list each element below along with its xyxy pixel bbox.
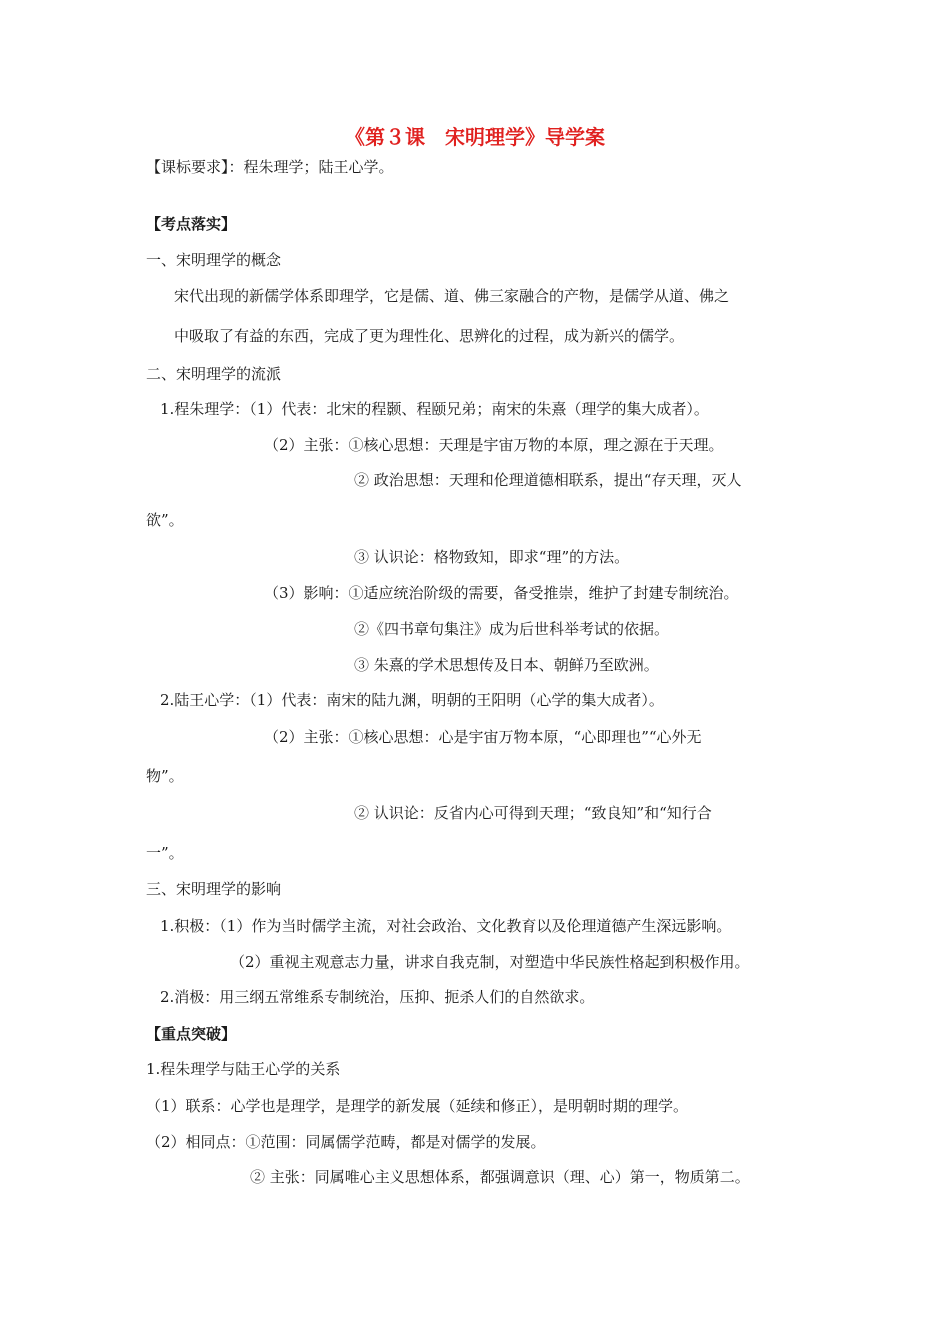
chengzhu-influence-1: （3）影响：①适应统治阶级的需要，备受推崇，维护了封建专制统治。 [264,584,739,602]
luwang-epistemology: ② 认识论：反省内心可得到天理；“致良知”和“知行合 [354,804,712,822]
section-one-paragraph-line-1: 宋代出现的新儒学体系即理学，它是儒、道、佛三家融合的产物，是儒学从道、佛之 [174,287,730,305]
luwang-representatives: 2.陆王心学：（1）代表：南宋的陆九渊，明朝的王阳明（心学的集大成者）。 [160,691,664,709]
document-title: 《第３课 宋明理学》导学案 [345,125,605,149]
section-one-paragraph-line-2: 中吸取了有益的东西，完成了更为理性化、思辨化的过程，成为新兴的儒学。 [174,327,685,345]
key-point-similarity-scope: （2）相同点：①范围：同属儒学范畴，都是对儒学的发展。 [146,1133,546,1151]
positive-influence-1: 1.积极：（1）作为当时儒学主流，对社会政治、文化教育以及伦理道德产生深远影响。 [160,917,732,935]
luwang-core-thought: （2）主张：①核心思想：心是宇宙万物本原，“心即理也”“心外无 [264,728,702,746]
key-point-connection: （1）联系：心学也是理学，是理学的新发展（延续和修正），是明朝时期的理学。 [146,1097,689,1115]
positive-influence-2: （2）重视主观意志力量，讲求自我克制，对塑造中华民族性格起到积极作用。 [230,953,750,971]
chengzhu-epistemology: ③ 认识论：格物致知，即求“理”的方法。 [354,548,630,566]
section-heading-kaodian: 【考点落实】 [146,215,237,233]
chengzhu-influence-2: ②《四书章句集注》成为后世科举考试的依据。 [354,620,670,638]
negative-influence: 2.消极：用三纲五常维系专制统治，压抑、扼杀人们的自然欲求。 [160,988,595,1006]
key-point-heading: 1.程朱理学与陆王心学的关系 [146,1060,341,1078]
luwang-core-thought-cont: 物”。 [146,767,184,785]
key-point-similarity-stance: ② 主张：同属唯心主义思想体系，都强调意识（理、心）第一，物质第二。 [250,1168,750,1186]
luwang-epistemology-cont: 一”。 [146,844,184,862]
chengzhu-political-thought: ② 政治思想：天理和伦理道德相联系，提出“存天理，灭人 [354,471,742,489]
section-heading-zhongdian: 【重点突破】 [146,1025,237,1043]
chengzhu-political-thought-cont: 欲”。 [146,511,184,529]
chengzhu-representatives: 1.程朱理学：（1）代表：北宋的程颢、程颐兄弟；南宋的朱熹（理学的集大成者）。 [160,400,709,418]
section-three-heading: 三、宋明理学的影响 [146,880,282,898]
chengzhu-influence-3: ③ 朱熹的学术思想传及日本、朝鲜乃至欧洲。 [354,656,659,674]
curriculum-requirement: 【课标要求】：程朱理学；陆王心学。 [146,158,394,176]
section-two-heading: 二、宋明理学的流派 [146,365,282,383]
section-one-heading: 一、宋明理学的概念 [146,251,282,269]
chengzhu-core-thought: （2）主张：①核心思想：天理是宇宙万物的本原，理之源在于天理。 [264,436,724,454]
